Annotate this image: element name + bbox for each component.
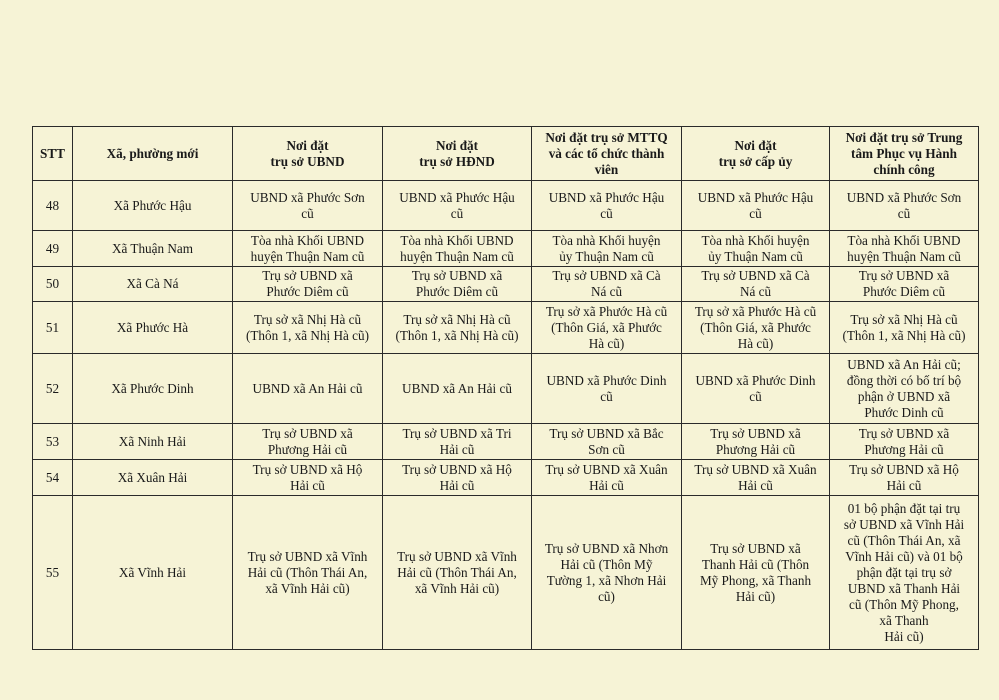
cell-ubnd: Trụ sở UBND xã Phước Diêm cũ (233, 267, 383, 302)
header-capuy: Nơi đặt trụ sở cấp ủy (682, 127, 830, 181)
cell-hccong: 01 bộ phận đặt tại trụ sở UBND xã Vĩnh Hải cũ (Thôn Thái An, xã Vĩnh Hải cũ) và 01 bộ phận đặt tại trụ sở UBND xã Thanh Hải cũ (Thôn Mỹ Phong, xã Thanh Hải cũ) (830, 496, 979, 650)
cell-commune: Xã Thuận Nam (73, 231, 233, 267)
cell-commune: Xã Cà Ná (73, 267, 233, 302)
cell-commune: Xã Vĩnh Hải (73, 496, 233, 650)
cell-stt: 48 (33, 181, 73, 231)
cell-ubnd: Trụ sở xã Nhị Hà cũ (Thôn 1, xã Nhị Hà cũ) (233, 302, 383, 354)
table-header-row (33, 127, 979, 181)
cell-hccong: UBND xã Phước Sơn cũ (830, 181, 979, 231)
cell-hccong: Trụ sở xã Nhị Hà cũ (Thôn 1, xã Nhị Hà cũ) (830, 302, 979, 354)
cell-hccong: UBND xã An Hải cũ; đồng thời có bố trí bộ phận ở UBND xã Phước Dinh cũ (830, 354, 979, 424)
cell-commune: Xã Phước Dinh (73, 354, 233, 424)
header-hccong: Nơi đặt trụ sở Trung tâm Phục vụ Hành chính công (830, 127, 979, 181)
cell-hccong: Tòa nhà Khối UBND huyện Thuận Nam cũ (830, 231, 979, 267)
header-stt: STT (33, 127, 73, 181)
header-hdnd: Nơi đặt trụ sở HĐND (383, 127, 532, 181)
cell-stt: 54 (33, 460, 73, 496)
table-row (33, 302, 979, 354)
cell-hdnd: Trụ sở UBND xã Phước Diêm cũ (383, 267, 532, 302)
cell-hdnd: Trụ sở UBND xã Hộ Hải cũ (383, 460, 532, 496)
cell-capuy: Tòa nhà Khối huyện ủy Thuận Nam cũ (682, 231, 830, 267)
cell-stt: 52 (33, 354, 73, 424)
table-row (33, 267, 979, 302)
cell-hdnd: Trụ sở xã Nhị Hà cũ (Thôn 1, xã Nhị Hà cũ) (383, 302, 532, 354)
cell-capuy: UBND xã Phước Hậu cũ (682, 181, 830, 231)
cell-ubnd: Trụ sở UBND xã Vĩnh Hải cũ (Thôn Thái An, xã Vĩnh Hải cũ) (233, 496, 383, 650)
cell-hdnd: Tòa nhà Khối UBND huyện Thuận Nam cũ (383, 231, 532, 267)
cell-hccong: Trụ sở UBND xã Phước Diêm cũ (830, 267, 979, 302)
cell-mttq: Trụ sở UBND xã Nhơn Hải cũ (Thôn Mỹ Tường 1, xã Nhơn Hải cũ) (532, 496, 682, 650)
cell-stt: 53 (33, 424, 73, 460)
cell-mttq: UBND xã Phước Hậu cũ (532, 181, 682, 231)
cell-hccong: Trụ sở UBND xã Phương Hải cũ (830, 424, 979, 460)
cell-mttq: Trụ sở UBND xã Cà Ná cũ (532, 267, 682, 302)
cell-hdnd: Trụ sở UBND xã Tri Hải cũ (383, 424, 532, 460)
cell-commune: Xã Phước Hà (73, 302, 233, 354)
cell-stt: 51 (33, 302, 73, 354)
cell-hdnd: UBND xã Phước Hậu cũ (383, 181, 532, 231)
cell-ubnd: Tòa nhà Khối UBND huyện Thuận Nam cũ (233, 231, 383, 267)
table-body (33, 181, 979, 650)
cell-hccong: Trụ sở UBND xã Hộ Hải cũ (830, 460, 979, 496)
header-commune: Xã, phường mới (73, 127, 233, 181)
cell-commune: Xã Phước Hậu (73, 181, 233, 231)
table-row (33, 181, 979, 231)
header-ubnd: Nơi đặt trụ sở UBND (233, 127, 383, 181)
cell-stt: 55 (33, 496, 73, 650)
table-row (33, 231, 979, 267)
table-row (33, 496, 979, 650)
cell-capuy: Trụ sở UBND xã Xuân Hải cũ (682, 460, 830, 496)
table-row (33, 424, 979, 460)
cell-hdnd: Trụ sở UBND xã Vĩnh Hải cũ (Thôn Thái An, xã Vĩnh Hải cũ) (383, 496, 532, 650)
header-mttq: Nơi đặt trụ sở MTTQ và các tổ chức thành viên (532, 127, 682, 181)
cell-capuy: Trụ sở UBND xã Cà Ná cũ (682, 267, 830, 302)
cell-ubnd: UBND xã Phước Sơn cũ (233, 181, 383, 231)
cell-mttq: Tòa nhà Khối huyện ủy Thuận Nam cũ (532, 231, 682, 267)
cell-stt: 49 (33, 231, 73, 267)
cell-mttq: UBND xã Phước Dinh cũ (532, 354, 682, 424)
cell-mttq: Trụ sở UBND xã Xuân Hải cũ (532, 460, 682, 496)
cell-capuy: Trụ sở UBND xã Thanh Hải cũ (Thôn Mỹ Phong, xã Thanh Hải cũ) (682, 496, 830, 650)
cell-commune: Xã Ninh Hải (73, 424, 233, 460)
cell-ubnd: Trụ sở UBND xã Phương Hải cũ (233, 424, 383, 460)
cell-mttq: Trụ sở xã Phước Hà cũ (Thôn Giá, xã Phước Hà cũ) (532, 302, 682, 354)
cell-commune: Xã Xuân Hải (73, 460, 233, 496)
cell-capuy: Trụ sở UBND xã Phương Hải cũ (682, 424, 830, 460)
table-row (33, 460, 979, 496)
commune-office-table (32, 126, 979, 650)
cell-ubnd: Trụ sở UBND xã Hộ Hải cũ (233, 460, 383, 496)
table-row (33, 354, 979, 424)
cell-stt: 50 (33, 267, 73, 302)
cell-capuy: Trụ sở xã Phước Hà cũ (Thôn Giá, xã Phước Hà cũ) (682, 302, 830, 354)
cell-ubnd: UBND xã An Hải cũ (233, 354, 383, 424)
cell-hdnd: UBND xã An Hải cũ (383, 354, 532, 424)
cell-mttq: Trụ sở UBND xã Bắc Sơn cũ (532, 424, 682, 460)
cell-capuy: UBND xã Phước Dinh cũ (682, 354, 830, 424)
